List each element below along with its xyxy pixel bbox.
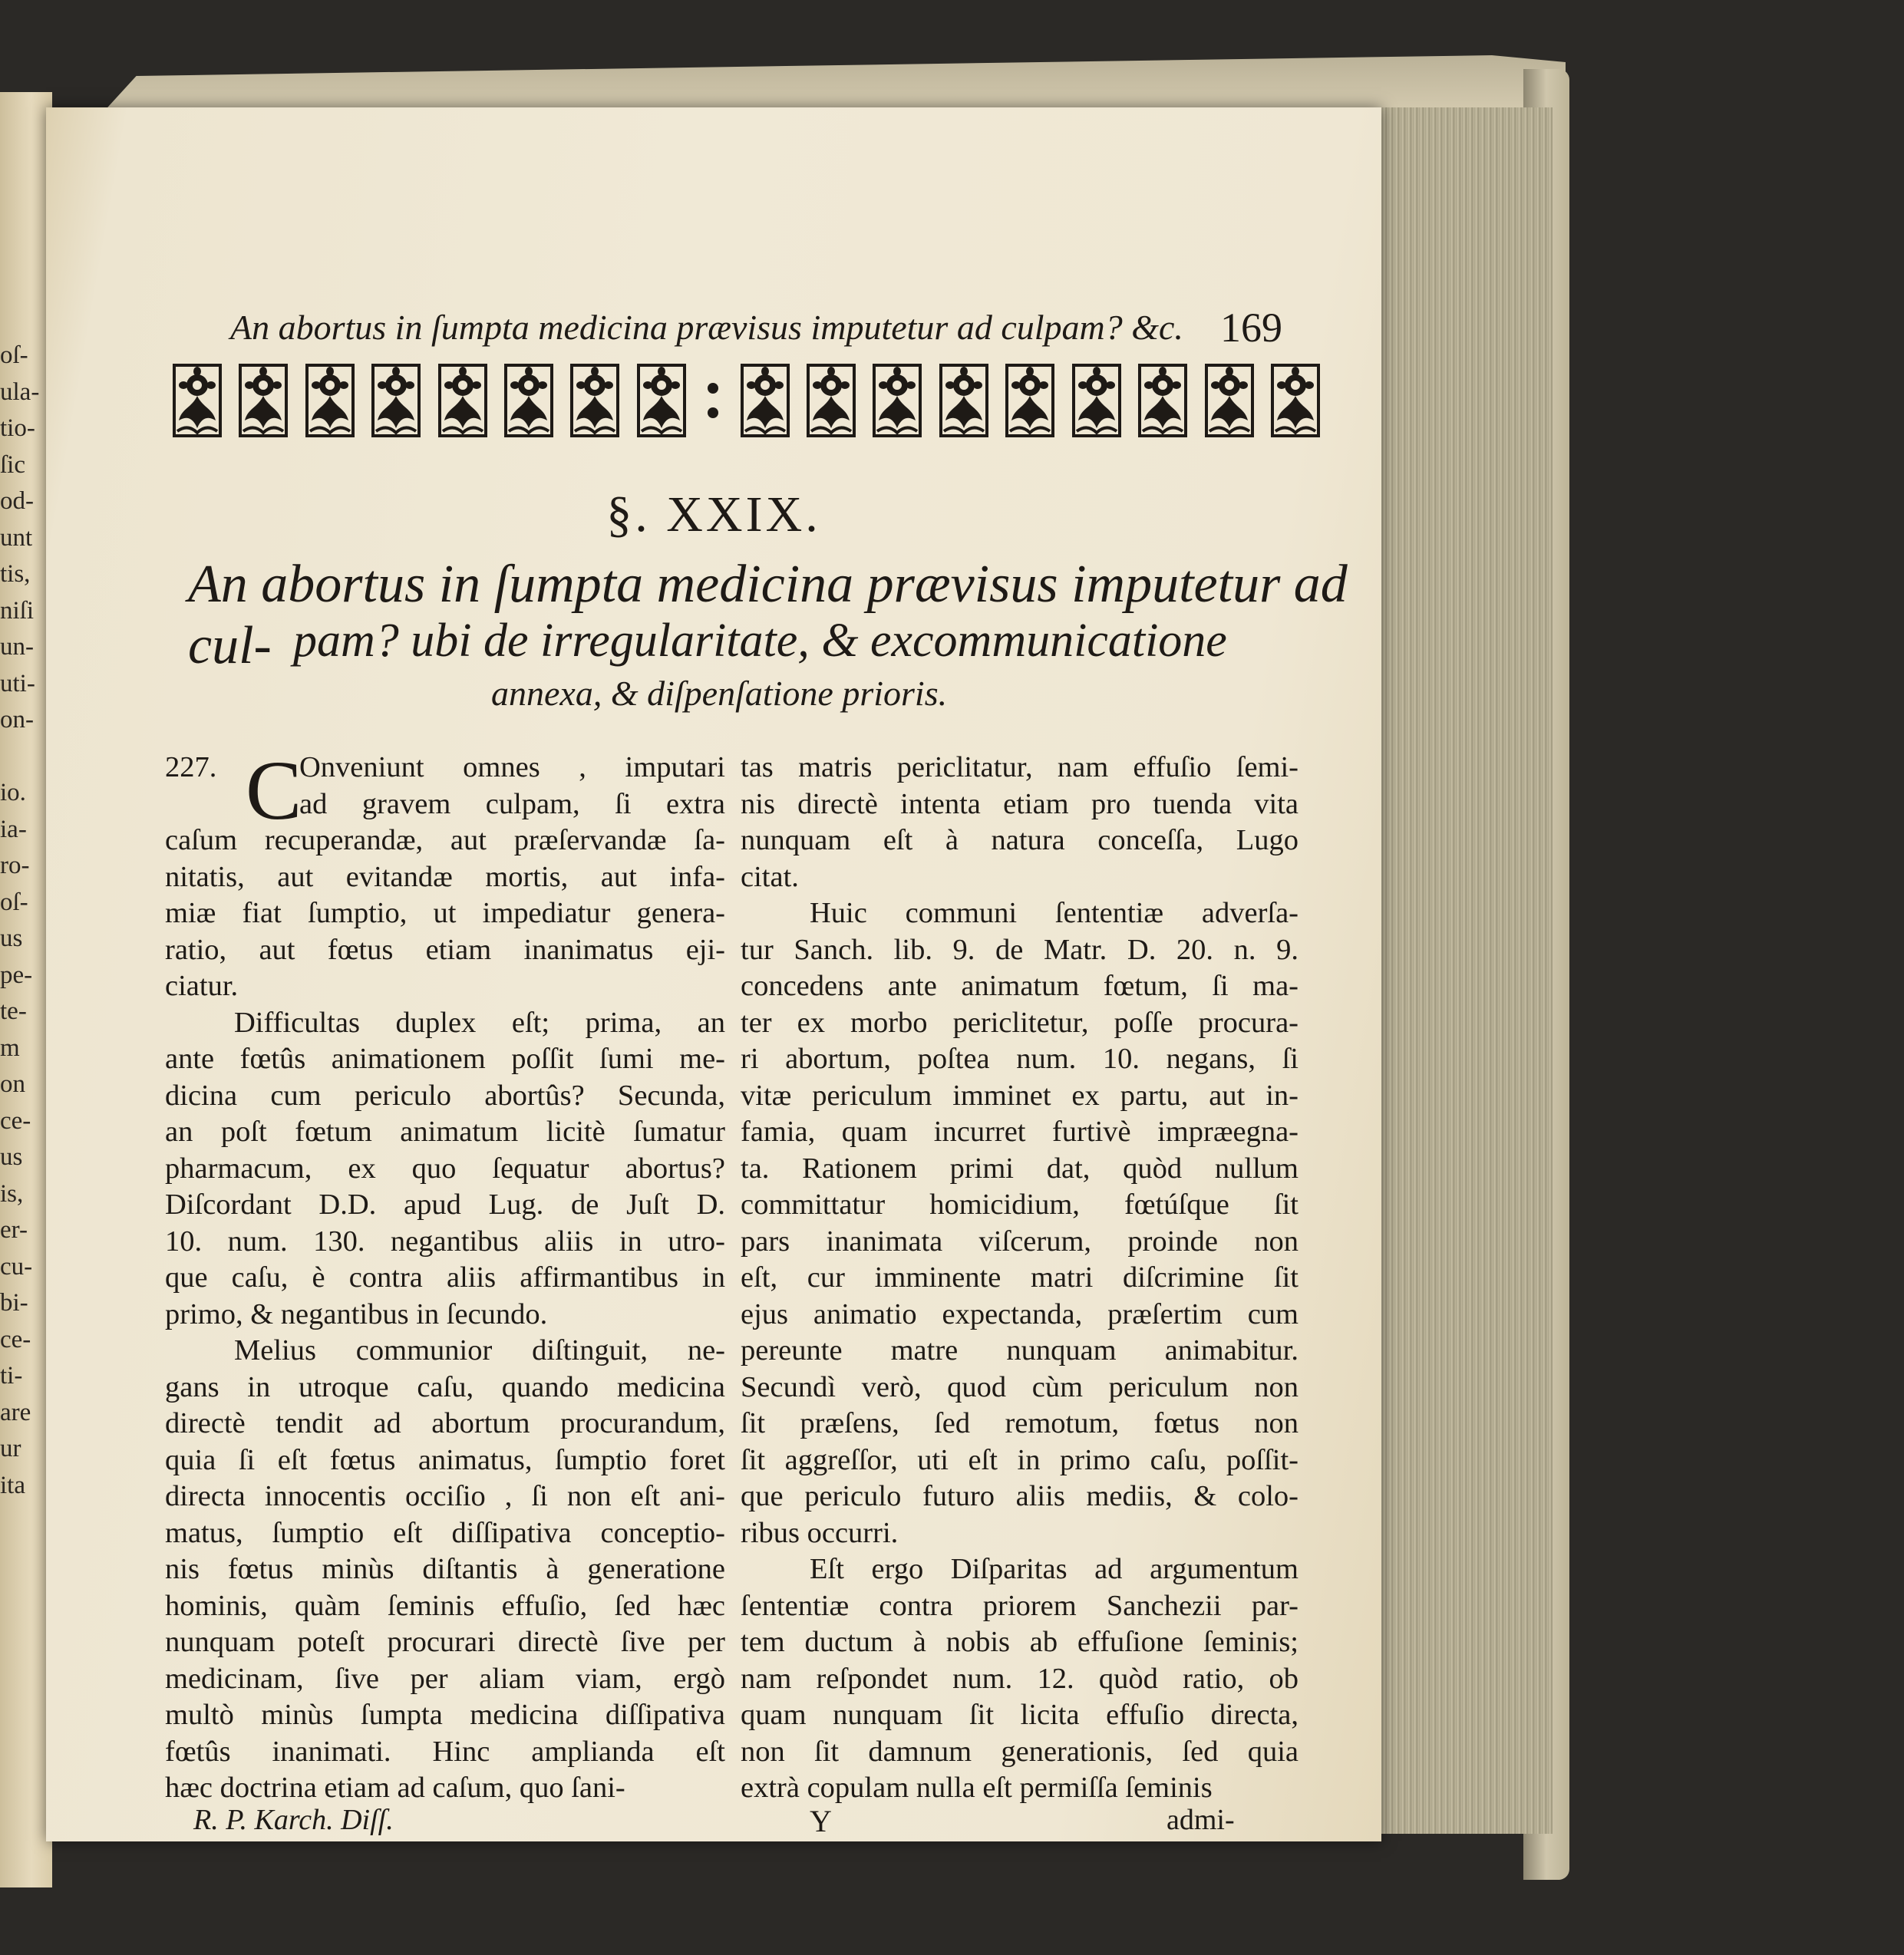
margin-fragment: ia- xyxy=(0,815,27,843)
page-number: 169 xyxy=(1220,305,1282,351)
ornament-band xyxy=(173,361,1320,440)
margin-fragment: oſ- xyxy=(0,888,28,916)
text-line: nam reſpondet num. 12. quòd ratio, ob xyxy=(741,1662,1298,1695)
previous-page-strip xyxy=(0,92,52,1887)
book-page xyxy=(46,107,1381,1841)
text-line: nunquam eſt à natura conceſſa, Lugo xyxy=(741,824,1298,856)
text-line: ſententiæ contra priorem Sanchezii par- xyxy=(741,1589,1298,1622)
fleuron-ornament-icon xyxy=(1205,362,1254,439)
text-line: pars inanimata viſcerum, proinde non xyxy=(741,1225,1298,1258)
margin-fragment: un- xyxy=(0,633,34,661)
margin-fragment: uti- xyxy=(0,669,35,697)
fleuron-ornament-icon xyxy=(371,362,421,439)
page-fore-edge xyxy=(1374,107,1553,1834)
text-line: que periculo futuro aliis mediis, & colo- xyxy=(741,1480,1298,1512)
margin-fragment: ita xyxy=(0,1471,25,1499)
running-head: An abortus in ſumpta medicina prævisus imputetur ad culpam? &c. xyxy=(230,308,1183,347)
gathering-signature: Y xyxy=(810,1804,832,1838)
ornament-divider-icon xyxy=(703,362,723,439)
fleuron-ornament-icon xyxy=(1138,362,1187,439)
section-title-line-3: annexa, & diſpenſatione prioris. xyxy=(491,674,948,713)
text-line: tas matris periclitatur, nam effuſio ſemi- xyxy=(741,751,1298,783)
fleuron-ornament-icon xyxy=(939,362,988,439)
text-line: hominis, quàm ſeminis effuſio, ſed hæc xyxy=(165,1589,725,1622)
margin-fragment: ur xyxy=(0,1435,21,1462)
section-title-line-2: pam? ubi de irregularitate, & excommunicatione xyxy=(293,615,1227,667)
margin-fragment: unt xyxy=(0,523,33,552)
fleuron-ornament-icon xyxy=(239,362,288,439)
text-line: ratio, aut fœtus etiam inanimatus eji- xyxy=(165,933,725,966)
text-line: ſit præſens, ſed remotum, fœtus non xyxy=(741,1407,1298,1439)
text-line: primo, & negantibus in ſecundo. xyxy=(165,1297,548,1330)
margin-fragment: bi- xyxy=(0,1289,28,1317)
text-line: concedens ante animatum fœtum, ſi ma- xyxy=(741,970,1298,1002)
fleuron-ornament-icon xyxy=(570,362,619,439)
margin-fragment: tio- xyxy=(0,414,35,442)
margin-fragment: er- xyxy=(0,1216,28,1244)
text-line: gans in utroque caſu, quando medicina xyxy=(165,1370,725,1403)
margin-fragment: od- xyxy=(0,487,34,515)
fleuron-ornament-icon xyxy=(637,362,686,439)
text-line: ta. Rationem primi dat, quòd nullum xyxy=(741,1152,1298,1185)
signature-mark: R. P. Karch. Diſſ. xyxy=(193,1804,394,1836)
text-line: committatur homicidium, fœtúſque ſit xyxy=(741,1188,1298,1221)
margin-fragment: ro- xyxy=(0,852,30,879)
margin-fragment: us xyxy=(0,925,23,952)
previous-page-margin-text xyxy=(0,338,48,1504)
drop-cap: C xyxy=(246,743,302,837)
text-line: ciatur. xyxy=(165,970,239,1002)
text-line: multò minùs ſumpta medicina diſſipativa xyxy=(165,1699,725,1731)
text-line: tur Sanch. lib. 9. de Matr. D. 20. n. 9. xyxy=(741,933,1298,966)
catchword: admi- xyxy=(1166,1804,1235,1836)
text-line: ejus animatio expectanda, præſertim cum xyxy=(741,1297,1298,1330)
text-line: quia ſi eſt fœtus animatus, ſumptio foret xyxy=(165,1443,725,1476)
text-line: nis directè intenta etiam pro tuenda vita xyxy=(741,787,1298,820)
text-line: nis fœtus minùs diſtantis à generatione xyxy=(165,1553,725,1585)
text-line: an poſt fœtum animatum licitè ſumatur xyxy=(165,1116,725,1148)
text-line: ad gravem culpam, ſi extra xyxy=(299,787,725,820)
fleuron-ornament-icon xyxy=(504,362,553,439)
margin-fragment: tis, xyxy=(0,560,31,588)
text-line: hæc doctrina etiam ad caſum, quo ſani- xyxy=(165,1772,625,1804)
fleuron-ornament-icon xyxy=(305,362,355,439)
fleuron-ornament-icon xyxy=(741,362,790,439)
margin-fragment xyxy=(0,739,48,776)
fleuron-ornament-icon xyxy=(1271,362,1320,439)
text-line: miæ fiat ſumptio, ut impediatur genera- xyxy=(165,897,725,929)
left-text-column xyxy=(165,743,725,1807)
margin-fragment: ce- xyxy=(0,1325,31,1353)
margin-fragment: is, xyxy=(0,1179,24,1208)
fleuron-ornament-icon xyxy=(873,362,922,439)
fleuron-ornament-icon xyxy=(173,362,222,439)
margin-fragment: oſ- xyxy=(0,341,28,369)
fleuron-ornament-icon xyxy=(438,362,487,439)
fleuron-ornament-icon xyxy=(1005,362,1054,439)
section-title-line-1: An abortus in ſumpta medicina prævisus imputetur ad cul- xyxy=(188,555,1348,675)
margin-fragment: ce- xyxy=(0,1106,31,1135)
text-line: dicina cum periculo abortûs? Secunda, xyxy=(165,1079,725,1112)
margin-fragment: m xyxy=(0,1034,20,1062)
text-line: extrà copulam nulla eſt permiſſa ſeminis xyxy=(741,1772,1213,1804)
text-line: nunquam poteſt procurari directè ſive per xyxy=(165,1626,725,1658)
section-number: §. XXIX. xyxy=(606,486,821,542)
margin-fragment: are xyxy=(0,1398,31,1426)
text-line: Secundì verò, quod cùm periculum non xyxy=(741,1370,1298,1403)
text-line: non ſit damnum generationis, ſed quia xyxy=(741,1735,1298,1768)
text-line: tem ductum à nobis ab effuſione ſeminis; xyxy=(741,1626,1298,1658)
margin-fragment: us xyxy=(0,1143,23,1171)
text-line: directè tendit ad abortum procurandum, xyxy=(165,1407,725,1439)
margin-fragment: ula- xyxy=(0,377,40,406)
text-line: medicinam, ſive per aliam viam, ergò xyxy=(165,1662,725,1695)
text-line: famia, quam incurret furtivè impræegna- xyxy=(741,1116,1298,1148)
text-line: pharmacum, ex quo ſequatur abortus? xyxy=(165,1152,725,1185)
text-line: vitæ periculum imminet ex partu, aut in- xyxy=(741,1079,1298,1112)
margin-fragment: pe- xyxy=(0,961,33,989)
margin-fragment: ſic xyxy=(0,450,25,479)
text-line: Onveniunt omnes , imputari xyxy=(299,751,725,783)
text-line: matus, ſumptio eſt diſſipativa conceptio- xyxy=(165,1516,725,1549)
text-line: Diſcordant D.D. apud Lug. de Juſt D. xyxy=(165,1188,725,1221)
text-line: caſum recuperandæ, aut præſervandæ ſa- xyxy=(165,824,725,856)
paragraph-number: 227. xyxy=(165,751,217,783)
margin-fragment: ti- xyxy=(0,1362,23,1390)
text-line: ri abortum, poſtea num. 10. negans, ſi xyxy=(741,1043,1298,1075)
fleuron-ornament-icon xyxy=(807,362,856,439)
text-line: ante fœtûs animationem poſſit ſumi me- xyxy=(165,1043,725,1075)
margin-fragment: cu- xyxy=(0,1252,33,1281)
margin-fragment: on- xyxy=(0,706,34,734)
text-line: 10. num. 130. negantibus aliis in utro- xyxy=(165,1225,725,1258)
text-line: quam nunquam ſit licita effuſio directa, xyxy=(741,1699,1298,1731)
text-line: Huic communi ſententiæ adverſa- xyxy=(810,897,1298,929)
text-line: ter ex morbo periclitetur, poſſe procura- xyxy=(741,1006,1298,1039)
fleuron-ornament-icon xyxy=(1072,362,1121,439)
right-text-column xyxy=(741,750,1298,1807)
text-line: ſit aggreſſor, uti eſt in primo caſu, poſſit- xyxy=(741,1443,1298,1476)
text-line: pereunte matre nunquam animabitur. xyxy=(741,1334,1298,1367)
text-line: citat. xyxy=(741,860,799,893)
margin-fragment: niſi xyxy=(0,596,35,625)
margin-fragment: on xyxy=(0,1070,25,1098)
text-line: Difficultas duplex eſt; prima, an xyxy=(234,1006,725,1039)
margin-fragment: te- xyxy=(0,997,27,1025)
text-line: nitatis, aut evitandæ mortis, aut infa- xyxy=(165,860,725,893)
text-line: eſt, cur imminente matri diſcrimine ſit xyxy=(741,1261,1298,1294)
text-line: directa innocentis occiſio , ſi non eſt ani- xyxy=(165,1480,725,1512)
text-line: ribus occurri. xyxy=(741,1516,899,1549)
text-line: Eſt ergo Diſparitas ad argumentum xyxy=(810,1553,1298,1585)
text-line: fœtûs inanimati. Hinc amplianda eſt xyxy=(165,1735,725,1768)
margin-fragment: io. xyxy=(0,779,26,806)
text-line: Melius communior diſtinguit, ne- xyxy=(234,1334,725,1367)
text-line: que caſu, è contra aliis affirmantibus in xyxy=(165,1261,725,1294)
